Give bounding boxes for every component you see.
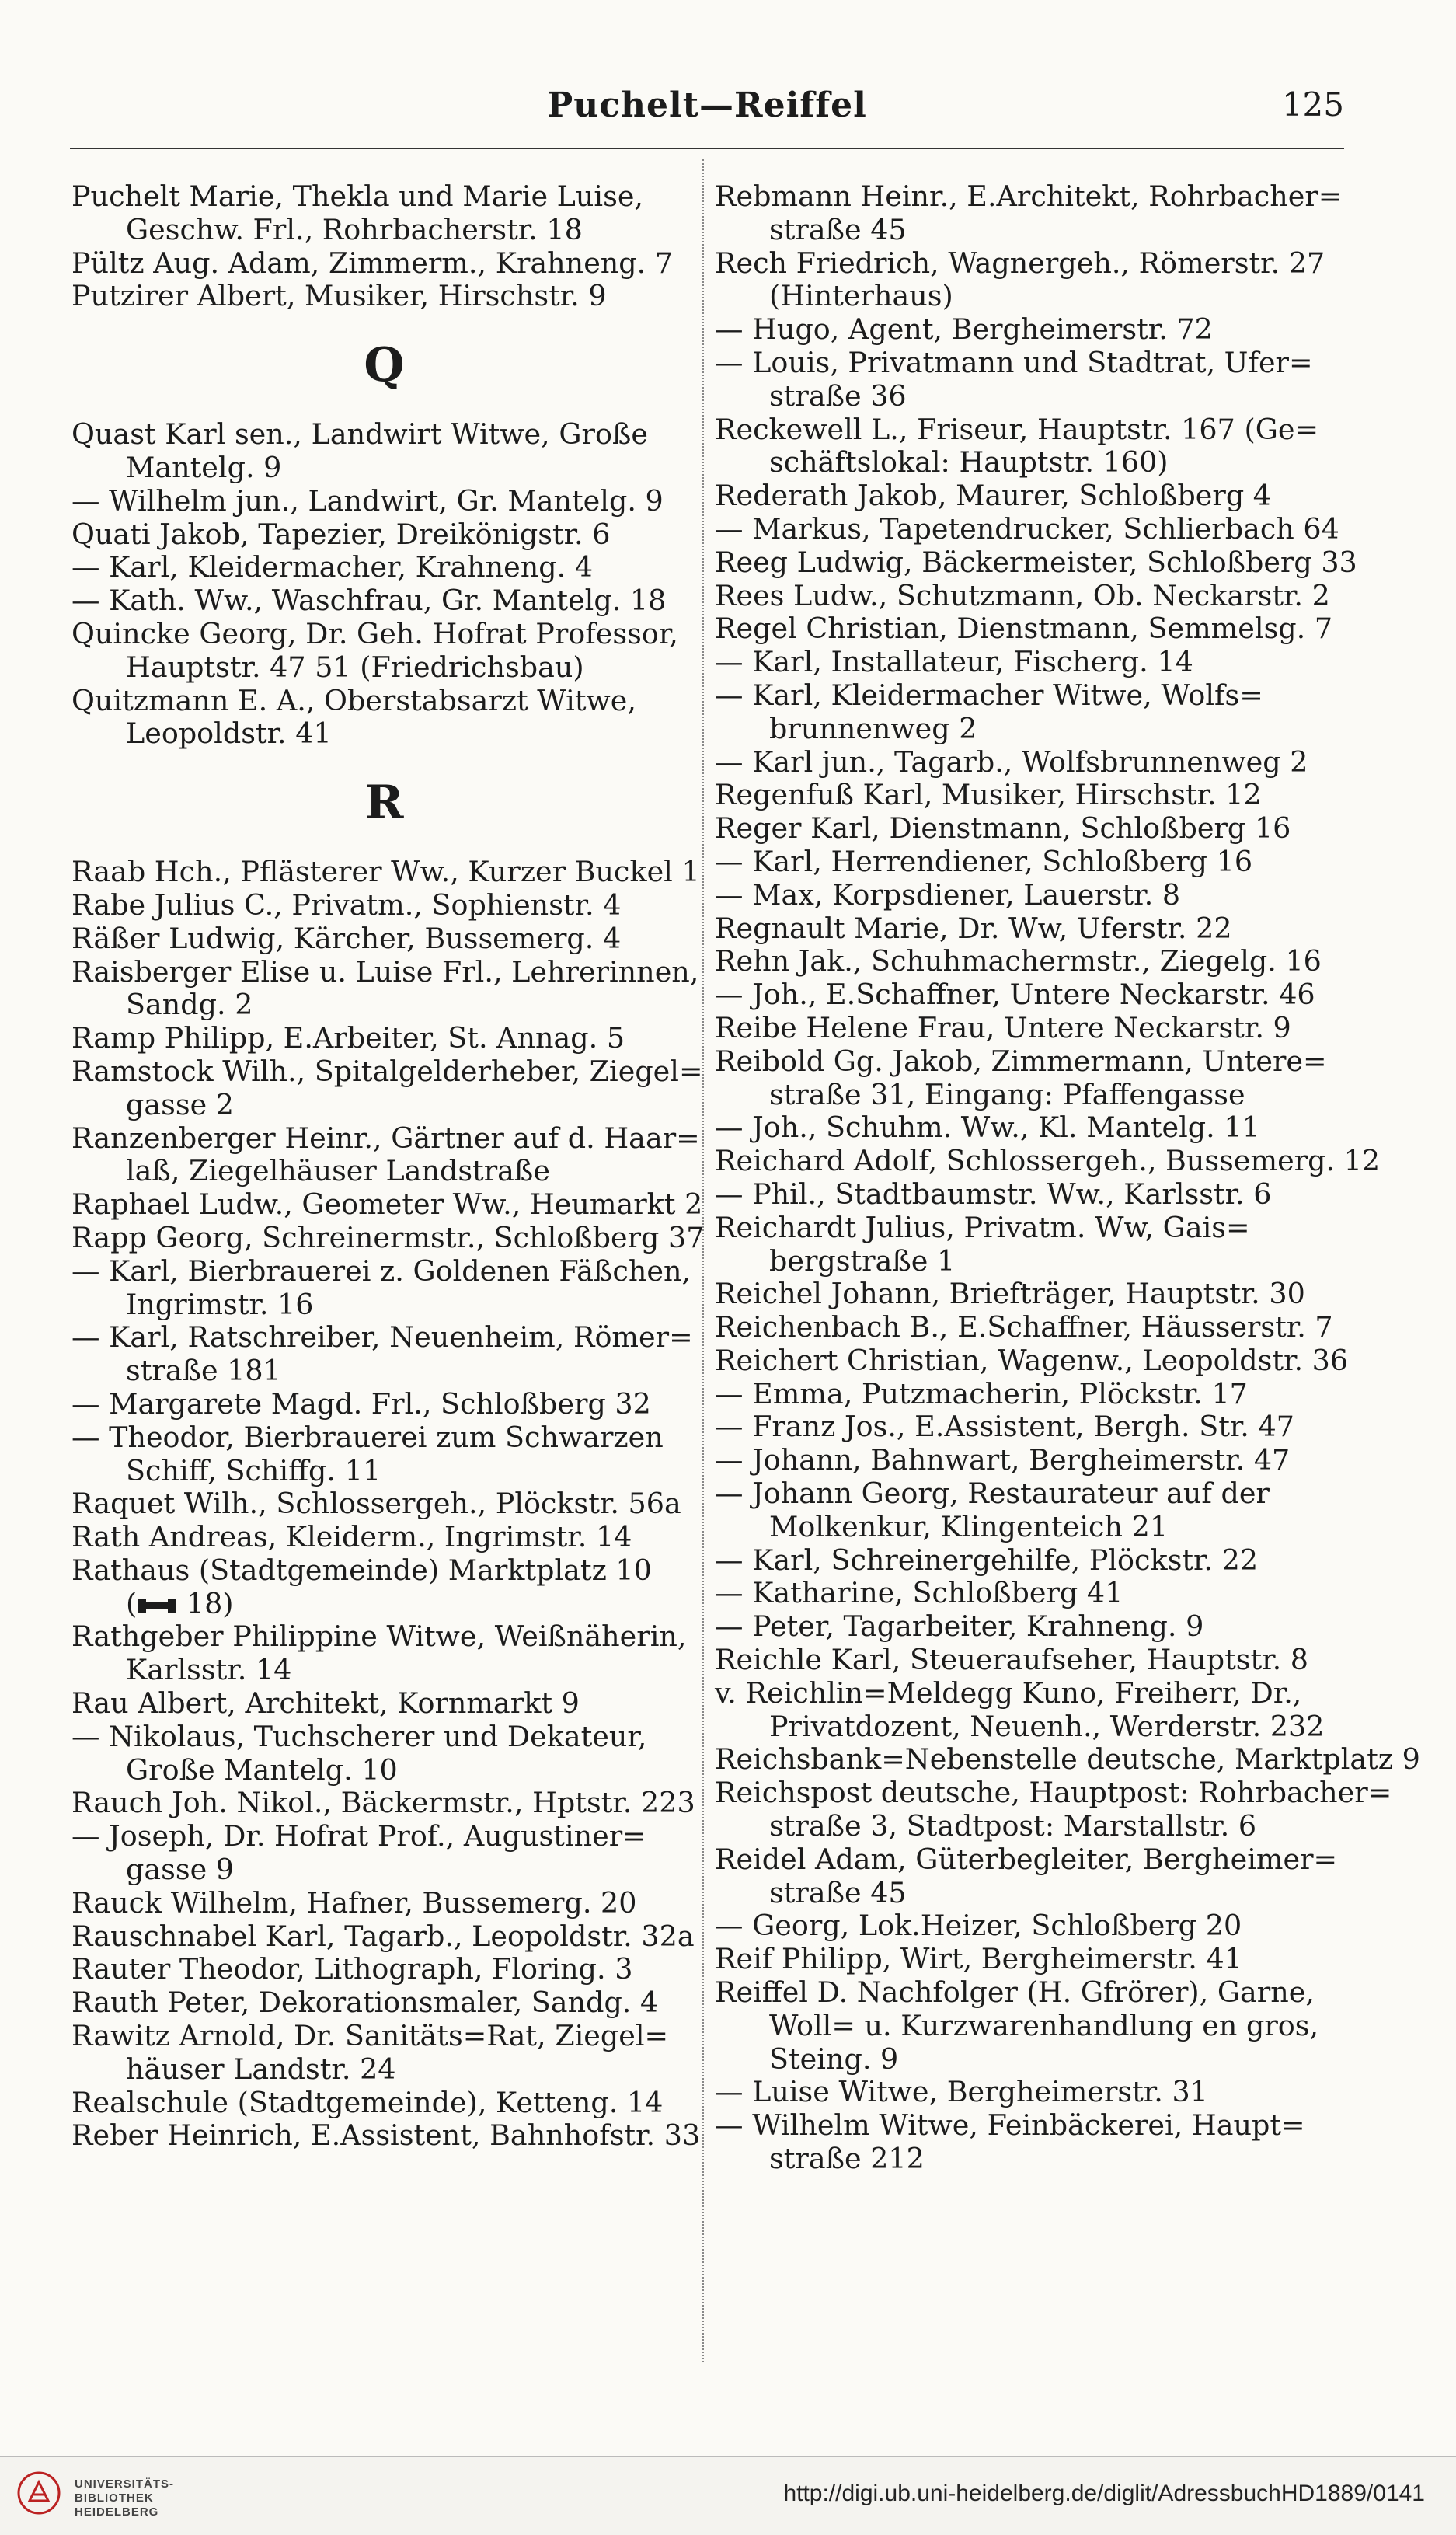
directory-entry [715,879,1340,912]
entry-line: Regel Christian, Dienstmann, Semmelsg. 7 [715,612,1333,646]
entry-continuation: schäftslokal: Hauptstr. 160) [769,445,1169,479]
entry-line: — Joh., E.Schaffner, Untere Neckarstr. 46 [715,978,1315,1012]
entry-line: — Kath. Ww., Waschfrau, Gr. Mantelg. 18 [71,584,667,618]
entry-continuation: straße 212 [769,2142,925,2176]
directory-entry [715,180,1343,247]
entry-line: — Karl, Installateur, Fischerg. 14 [715,645,1193,679]
directory-entry [715,1677,1340,1744]
entry-line: Rees Ludw., Schutzmann, Ob. Neckarstr. 2 [715,578,1330,612]
library-name: UNIVERSITÄTS- BIBLIOTHEK HEIDELBERG [75,2477,175,2519]
entry-line: Rath Andreas, Kleiderm., Ingrimstr. 14 [71,1520,632,1554]
entry-line: Reichenbach B., E.Schaffner, Häusserstr. 7 [715,1310,1333,1344]
directory-entry [71,1388,697,1421]
directory-entry [71,485,697,518]
directory-entry [71,1521,697,1554]
entry-line: — Markus, Tapetendrucker, Schlierbach 64 [715,511,1339,546]
directory-entry [71,1887,697,1920]
entry-continuation: ( 18) [126,1586,234,1620]
directory-entry [715,1278,1340,1311]
entry-line: v. Reichlin=Meldegg Kuno, Freiherr, Dr., [715,1675,1302,1710]
directory-entry [715,779,1340,812]
entry-line: — Karl, Bierbrauerei z. Goldenen Fäßchen, [71,1254,691,1288]
entry-line: Quincke Georg, Dr. Geh. Hofrat Professor, [71,616,678,650]
entry-line: Reidel Adam, Güterbegleiter, Bergheimer= [715,1842,1338,1876]
directory-entry [71,1554,697,1621]
directory-entry [715,1610,1340,1644]
page-header [70,85,1344,140]
directory-entry [715,1444,1340,1477]
entry-line: — Joseph, Dr. Hofrat Prof., Augustiner= [71,1819,646,1853]
directory-entry [71,956,697,1023]
directory-entry [71,1953,697,1986]
entry-line: Rawitz Arnold, Dr. Sanitäts=Rat, Ziegel= [71,2019,669,2053]
directory-entry [715,1343,1349,1378]
directory-entry [715,479,1340,513]
directory-entry [715,413,1340,480]
directory-entry [71,2118,701,2153]
directory-entry [715,1644,1340,1677]
directory-entry [715,347,1340,413]
entry-continuation: Steing. 9 [769,2042,899,2076]
entry-line: Reibe Helene Frau, Untere Neckarstr. 9 [715,1010,1291,1044]
entry-line: Rauch Joh. Nikol., Bäckermstr., Hptstr. 223 [71,1786,695,1820]
entry-line: Räßer Ludwig, Kärcher, Bussemerg. 4 [71,921,622,955]
entry-line: Reger Karl, Dienstmann, Schloßberg 16 [715,811,1291,846]
entry-continuation: straße 45 [769,1875,907,1909]
directory-entry [715,1212,1340,1278]
entry-line: Realschule (Stadtgemeinde), Ketteng. 14 [71,2085,664,2119]
entry-line: Rauschnabel Karl, Tagarb., Leopoldstr. 32a [71,1919,695,1953]
entry-line: Reichardt Julius, Privatm. Ww, Gais= [715,1210,1250,1244]
entry-line: Quitzmann E. A., Oberstabsarzt Witwe, [71,683,636,717]
directory-entry [715,2076,1340,2109]
entry-line: — Theodor, Bierbrauerei zum Schwarzen [71,1420,664,1454]
entry-continuation: gasse 2 [126,1087,235,1121]
entry-line: — Georg, Lok.Heizer, Schloßberg 20 [715,1909,1242,1943]
entry-line: Rederath Jakob, Maurer, Schloßberg 4 [715,479,1272,513]
library-seal-icon [17,2471,61,2515]
directory-entry [71,418,697,485]
directory-entry [71,1187,703,1222]
directory-entry [715,612,1340,646]
directory-entry [71,855,700,889]
entry-continuation: straße 3, Stadtpost: Marstallstr. 6 [769,1809,1257,1843]
directory-entry [71,584,697,618]
entry-continuation: (Hinterhaus) [769,279,953,313]
entry-line: Puchelt Marie, Thekla und Marie Luise, [71,180,644,213]
entry-line: — Franz Jos., E.Assistent, Bergh. Str. 47 [715,1410,1294,1444]
directory-entry [71,518,697,552]
section-letter: R [364,776,404,831]
entry-line: Rebmann Heinr., E.Architekt, Rohrbacher= [715,180,1343,213]
directory-entry [715,1045,1340,1112]
directory-entry [71,1687,697,1721]
directory-entry [715,912,1340,946]
directory-entry [71,1321,697,1388]
entry-line: Reichert Christian, Wagenw., Leopoldstr. 36 [715,1343,1349,1377]
directory-entry [715,646,1340,679]
entry-line: Rapp Georg, Schreinermstr., Schloßberg 37 [71,1220,705,1254]
directory-entry [715,2109,1340,2176]
entry-line: — Wilhelm jun., Landwirt, Gr. Mantelg. 9 [71,483,664,518]
entry-line: — Phil., Stadtbaumstr. Ww., Karlsstr. 6 [715,1177,1272,1211]
directory-entry [71,1787,697,1820]
entry-continuation: bergstraße 1 [769,1243,956,1278]
entry-continuation: Schiff, Schiffg. 11 [126,1453,381,1487]
directory-entry [715,545,1357,580]
directory-entry [715,978,1340,1012]
entry-line: Reichle Karl, Steueraufseher, Hauptstr. 8 [715,1643,1309,1677]
entry-line: — Margarete Magd. Frl., Schloßberg 32 [71,1386,651,1421]
entry-line: Reichard Adolf, Schlossergeh., Bussemerg. 12 [715,1144,1381,1178]
directory-entry [715,1378,1340,1411]
entry-line: — Louis, Privatmann und Stadtrat, Ufer= [715,345,1313,379]
directory-entry [715,1477,1340,1544]
directory-entry [71,1820,697,1887]
entry-line: — Karl, Herrendiener, Schloßberg 16 [715,844,1253,878]
entry-line: — Max, Korpsdiener, Lauerstr. 8 [715,877,1181,912]
directory-entry [715,1012,1340,1045]
directory-entry [715,1843,1340,1910]
running-head: Puchelt—Reiffel [547,85,867,125]
header-rule [70,148,1344,149]
entry-line: Rehn Jak., Schuhmachermstr., Ziegelg. 16 [715,944,1322,978]
entry-line: Reichsbank=Nebenstelle deutsche, Marktplatz 9 [715,1742,1420,1777]
directory-entry [715,313,1340,347]
page-number: 125 [1281,85,1344,124]
entry-line: — Joh., Schuhm. Ww., Kl. Mantelg. 11 [715,1111,1260,1145]
entry-line: Ranzenberger Heinr., Gärtner auf d. Haar= [71,1121,700,1155]
directory-entry [715,1178,1340,1212]
entry-continuation: straße 45 [769,212,907,246]
directory-entry [71,2087,697,2120]
entry-continuation: Hauptstr. 47 51 (Friedrichsbau) [126,650,584,684]
directory-entry [71,1421,697,1488]
section-letter: Q [364,338,405,393]
entry-continuation: Karlsstr. 14 [126,1653,292,1687]
directory-entry [715,1311,1340,1344]
entry-line: Rauth Peter, Dekorationsmaler, Sandg. 4 [71,1986,659,2020]
directory-entry [71,1986,697,2020]
entry-continuation: Woll= u. Kurzwarenhandlung en gros, [769,2008,1319,2042]
directory-entry [71,922,697,956]
directory-entry [71,280,697,313]
entry-line: Pültz Aug. Adam, Zimmerm., Krahneng. 7 [71,246,674,280]
telephone-icon [137,1597,177,1614]
entry-line: Reibold Gg. Jakob, Zimmermann, Untere= [715,1044,1327,1078]
entry-line: Putzirer Albert, Musiker, Hirschstr. 9 [71,279,607,313]
directory-entry [71,618,697,685]
directory-entry [71,180,697,247]
entry-line: Reber Heinrich, E.Assistent, Bahnhofstr. 33 [71,2118,701,2153]
entry-line: — Nikolaus, Tuchscherer und Dekateur, [71,1719,647,1753]
entry-line: Rauck Wilhelm, Hafner, Bussemerg. 20 [71,1885,637,1920]
right-column [715,180,1420,2176]
entry-line: Quast Karl sen., Landwirt Witwe, Große [71,417,648,452]
directory-entry [71,1121,700,1189]
footer [0,2456,1456,2535]
entry-line: Reif Philipp, Wirt, Bergheimerstr. 41 [715,1942,1242,1976]
entry-continuation: Ingrimstr. 16 [126,1287,314,1321]
entry-continuation: gasse 9 [126,1853,235,1887]
directory-entry [715,1976,1340,2076]
entry-line: Ramstock Wilh., Spitalgelderheber, Ziegel= [71,1054,703,1088]
entry-line: Rathgeber Philippine Witwe, Weißnäherin, [71,1620,687,1654]
entry-line: — Emma, Putzmacherin, Plöckstr. 17 [715,1376,1248,1410]
directory-entry [71,247,697,281]
directory-entry [715,1410,1340,1444]
entry-continuation: Mantelg. 9 [126,450,282,484]
directory-entry [71,1220,705,1255]
directory-entry [715,945,1340,978]
entry-continuation: häuser Landstr. 24 [126,2052,396,2086]
entry-line: Regenfuß Karl, Musiker, Hirschstr. 12 [715,778,1262,812]
entry-line: — Peter, Tagarbeiter, Krahneng. 9 [715,1609,1204,1644]
column-divider [702,159,704,2362]
directory-entry [715,580,1340,613]
directory-entry [715,1144,1381,1178]
entry-line: — Karl, Schreinergehilfe, Plöckstr. 22 [715,1543,1259,1577]
entry-continuation: Privatdozent, Neuenh., Werderstr. 232 [769,1709,1325,1743]
entry-line: Raisberger Elise u. Luise Frl., Lehrerinnen, [71,954,699,989]
entry-line: Quati Jakob, Tapezier, Dreikönigstr. 6 [71,517,611,551]
directory-entry [715,1577,1340,1610]
source-url[interactable]: http://digi.ub.uni-heidelberg.de/diglit/AdressbuchHD1889/0141 [783,2481,1425,2506]
directory-entry [71,1022,697,1055]
entry-continuation: straße 36 [769,378,907,413]
directory-entry [71,1487,697,1521]
entry-continuation: Sandg. 2 [126,988,253,1022]
directory-entry [71,1920,697,1954]
entry-line: Reeg Ludwig, Bäckermeister, Schloßberg 33 [715,545,1357,579]
directory-entry [71,1255,697,1322]
directory-entry [715,679,1340,746]
entry-line: Rau Albert, Architekt, Kornmarkt 9 [71,1686,580,1721]
entry-line: — Karl, Kleidermacher Witwe, Wolfs= [715,678,1263,712]
entry-continuation: Große Mantelg. 10 [126,1752,398,1787]
entry-line: Rathaus (Stadtgemeinde) Marktplatz 10 [71,1553,652,1587]
entry-line: Ramp Philipp, E.Arbeiter, St. Annag. 5 [71,1021,625,1055]
directory-entry [715,1909,1340,1943]
entry-line: Rauter Theodor, Lithograph, Floring. 3 [71,1952,633,1986]
entry-continuation: Leopoldstr. 41 [126,717,332,751]
directory-entry [715,846,1340,879]
entry-line: — Johann, Bahnwart, Bergheimerstr. 47 [715,1443,1291,1477]
entry-line: — Johann Georg, Restaurateur auf der [715,1477,1270,1511]
entry-line: — Wilhelm Witwe, Feinbäckerei, Haupt= [715,2108,1305,2143]
entry-continuation: Molkenkur, Klingenteich 21 [769,1509,1169,1543]
entry-line: — Luise Witwe, Bergheimerstr. 31 [715,2075,1208,2109]
entry-continuation: Geschw. Frl., Rohrbacherstr. 18 [126,212,583,246]
directory-entry [715,746,1340,779]
directory-entry [71,1721,697,1787]
directory-entry [715,513,1340,546]
entry-line: Rech Friedrich, Wagnergeh., Römerstr. 27 [715,246,1325,280]
entry-line: Raphael Ludw., Geometer Ww., Heumarkt 2 [71,1187,703,1222]
entry-line: Reichspost deutsche, Hauptpost: Rohrbacher= [715,1776,1392,1810]
directory-entry [715,1776,1392,1843]
entry-line: — Hugo, Agent, Bergheimerstr. 72 [715,312,1213,347]
directory-entry [715,1943,1340,1976]
directory-entry [715,812,1340,846]
entry-line: Raab Hch., Pflästerer Ww., Kurzer Buckel 1 [71,855,700,889]
entry-line: — Karl, Kleidermacher, Krahneng. 4 [71,550,594,584]
entry-line: — Karl, Ratschreiber, Neuenheim, Römer= [71,1320,693,1355]
entry-line: Reichel Johann, Briefträger, Hauptstr. 30 [715,1277,1305,1311]
directory-entry [71,551,697,584]
entry-line: Rabe Julius C., Privatm., Sophienstr. 4 [71,887,622,922]
directory-entry [71,1620,697,1687]
directory-entry [715,1544,1340,1578]
entry-line: Raquet Wilh., Schlossergeh., Plöckstr. 56a [71,1487,681,1521]
entry-continuation: straße 181 [126,1354,281,1388]
directory-entry [71,889,697,922]
entry-line: — Katharine, Schloßberg 41 [715,1576,1123,1610]
entry-line: — Karl jun., Tagarb., Wolfsbrunnenweg 2 [715,744,1308,779]
directory-entry [715,247,1340,314]
left-column [71,180,705,2153]
directory-entry [71,685,697,751]
entry-line: Regnault Marie, Dr. Ww, Uferstr. 22 [715,911,1232,945]
entry-line: Reiffel D. Nachfolger (H. Gfrörer), Garne, [715,1975,1315,2010]
entry-line: Reckewell L., Friseur, Hauptstr. 167 (Ge= [715,412,1319,446]
entry-continuation: straße 31, Eingang: Pfaffengasse [769,1077,1245,1111]
directory-entry [715,1742,1420,1777]
entry-continuation: brunnenweg 2 [769,711,977,745]
directory-entry [71,2020,697,2087]
entry-continuation: laß, Ziegelhäuser Landstraße [126,1154,550,1188]
directory-entry [71,1054,703,1122]
directory-entry [715,1111,1340,1145]
